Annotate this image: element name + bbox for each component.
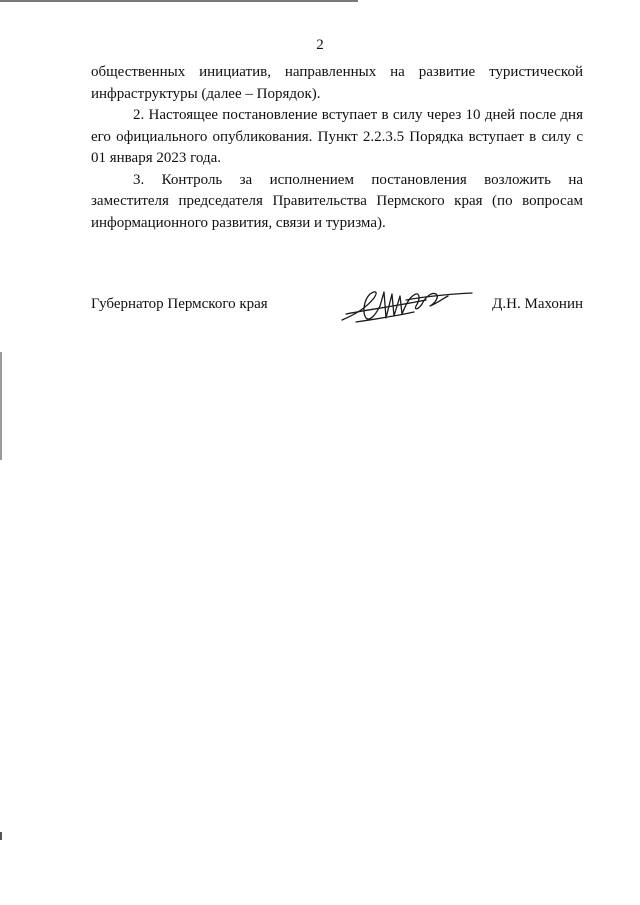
handwritten-signature (336, 284, 476, 326)
scan-top-edge-line (0, 0, 358, 2)
paragraph-control: 3. Контроль за исполнением постановления возложить на заместителя председателя Правительства Пермского края (по вопросам информационного развития, связи и туризма). (91, 171, 583, 231)
signatory-position: Губернатор Пермского края (91, 296, 268, 312)
paragraph-effective-date: 2. Настоящее постановление вступает в силу через 10 дней после дня его официального опубликования. Пункт 2.2.3.5 Порядка вступает в силу с 01 января 2023 года. (91, 107, 583, 166)
page-number: 2 (316, 37, 324, 53)
document-body (91, 62, 583, 234)
scan-left-edge-dot (0, 832, 2, 840)
scan-left-edge-mark (0, 352, 2, 460)
paragraph-continuation: общественных инициатив, направленных на развитие туристической инфраструктуры (далее – Порядок). (91, 64, 583, 102)
signatory-name: Д.Н. Махонин (492, 296, 583, 312)
signature-block (91, 284, 583, 334)
